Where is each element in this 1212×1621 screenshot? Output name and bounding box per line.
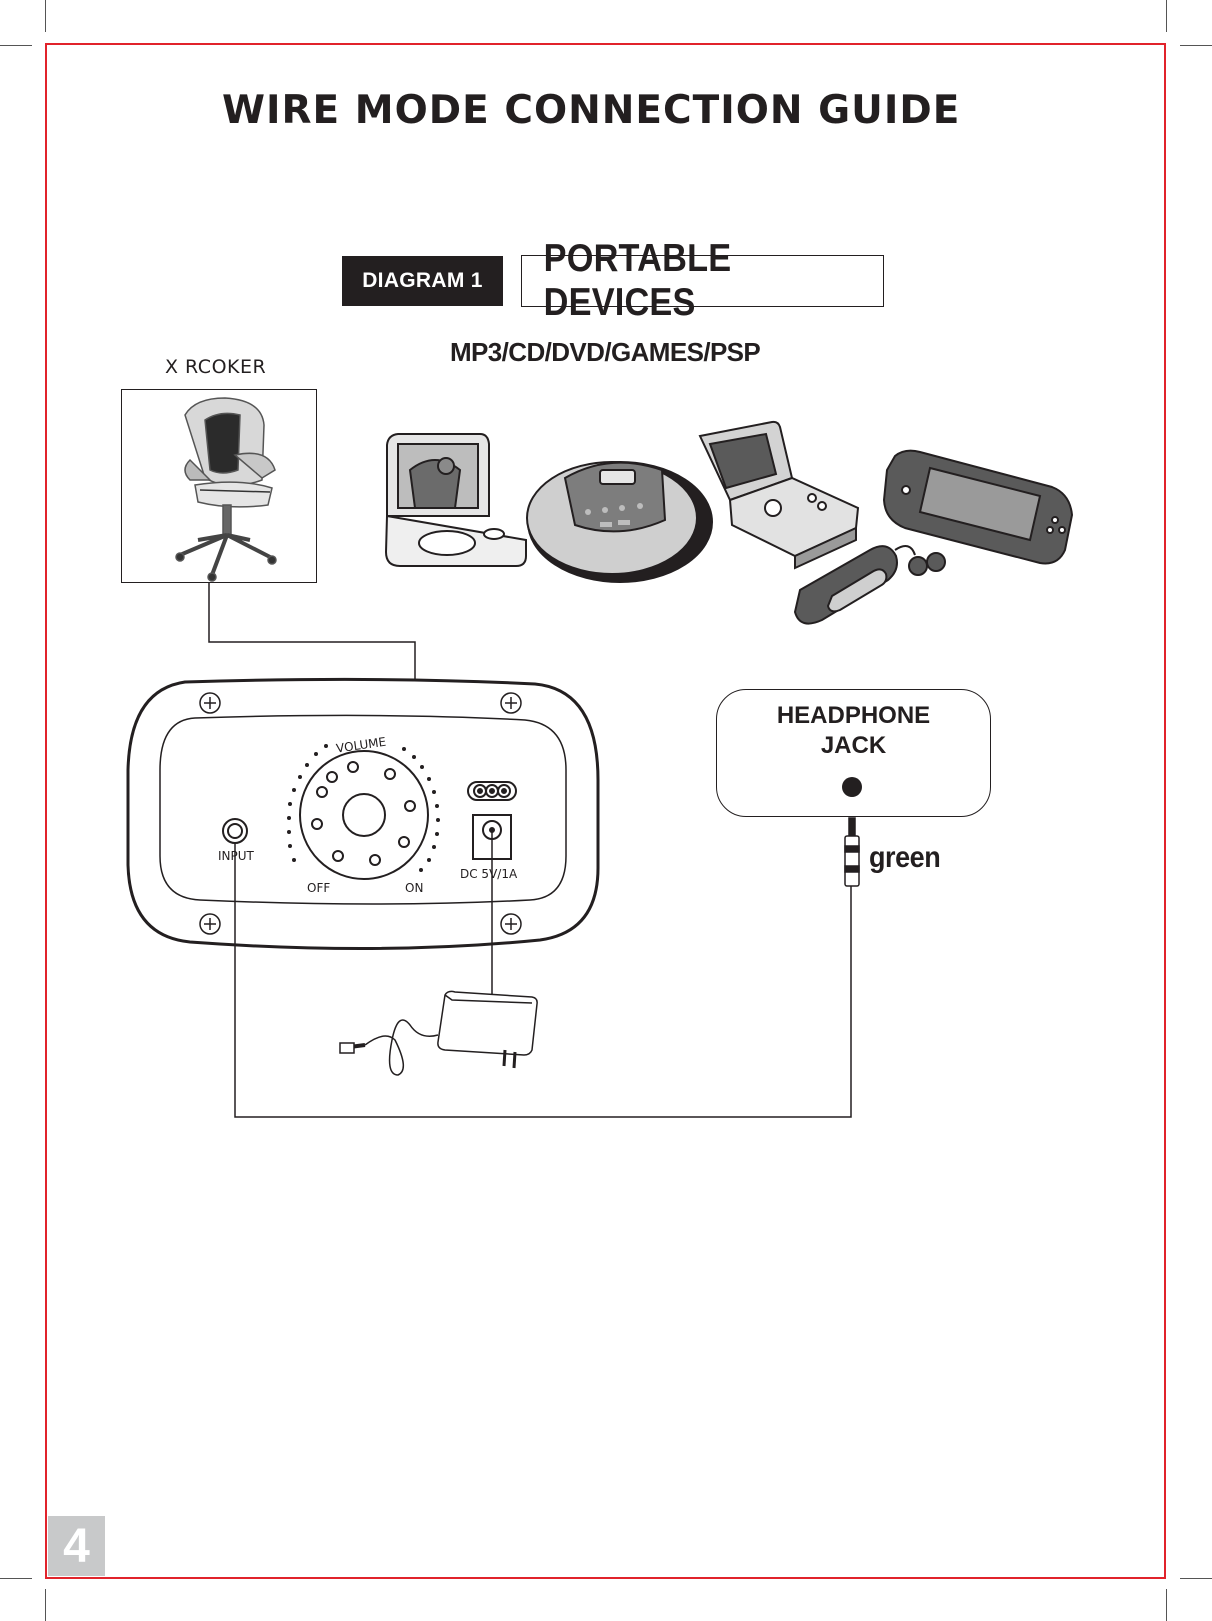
headphone-title-line2: JACK [820, 732, 887, 759]
chair-brand-label: X RCOKER [165, 356, 267, 378]
dc-label: DC 5V/1A [460, 867, 518, 881]
on-label: ON [405, 881, 424, 895]
psp-icon [884, 451, 1072, 564]
input-label: INPUT [218, 849, 254, 863]
volume-label: VOLUME [335, 734, 387, 756]
page-number: 4 [48, 1516, 105, 1576]
control-panel [128, 679, 598, 948]
handheld-game-console-icon [700, 422, 858, 568]
chair-cable [209, 583, 415, 680]
headphone-jack-title [716, 701, 991, 761]
diagram-heading-text: PORTABLE DEVICES [543, 237, 732, 324]
input-jack-icon [223, 819, 247, 843]
cable-color-label: green [869, 841, 941, 874]
cd-player-icon [527, 462, 712, 582]
off-label: OFF [307, 881, 331, 895]
headphone-title-line1: HEADPHONE [776, 702, 931, 729]
page-title: WIRE MODE CONNECTION GUIDE [222, 88, 961, 133]
devices-label: MP3/CD/DVD/GAMES/PSP [450, 337, 761, 367]
gaming-chair-icon [176, 398, 276, 581]
portable-dvd-player-icon [386, 434, 526, 566]
diagram-label: DIAGRAM 1 [342, 256, 503, 306]
indicator-leds-icon [468, 782, 516, 800]
audio-plug-icon [845, 818, 859, 886]
